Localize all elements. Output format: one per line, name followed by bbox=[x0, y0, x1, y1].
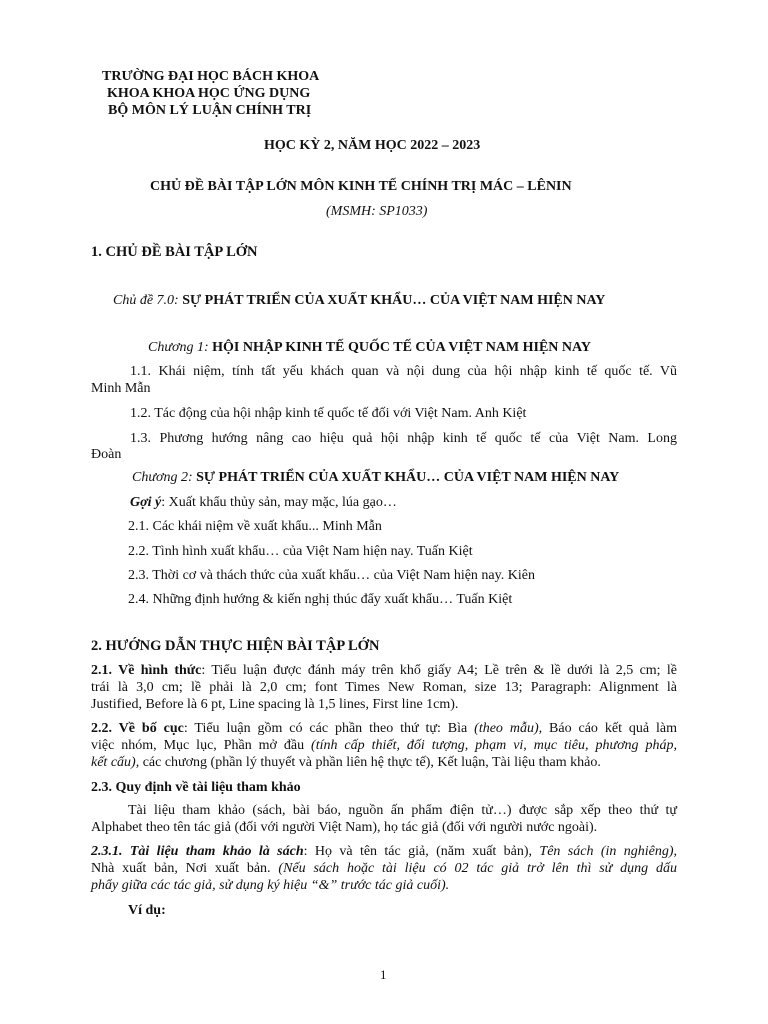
s231-line-1 bbox=[91, 843, 677, 860]
department-name: BỘ MÔN LÝ LUẬN CHÍNH TRỊ bbox=[108, 103, 312, 118]
s22-text-2a: việc nhóm, Mục lục, Phần mở đầu bbox=[91, 738, 312, 753]
s231-text-1b: Tên sách (in nghiêng) bbox=[539, 844, 674, 859]
s231-text-1c: , bbox=[673, 844, 678, 859]
s22-line-3 bbox=[91, 754, 601, 771]
s23-line-2: Alphabet theo tên tác giả (đối với người Việt Nam), họ tác giả (đối với người nước ngoài). bbox=[91, 820, 598, 835]
s231-line-3: phẩy giữa các tác giả, sử dụng ký hiệu “&” trước tác giả cuối). bbox=[91, 878, 450, 893]
s22-text-1c: Báo cáo kết quả làm bbox=[542, 721, 677, 736]
hint-label: Gợi ý bbox=[130, 495, 162, 510]
s21-label: 2.1. Về hình thức bbox=[91, 663, 202, 678]
s21-text-1: : Tiểu luận được đánh máy trên khổ giấy A4; Lề trên & lề dưới là 2,5 cm; lề bbox=[201, 663, 677, 678]
chapter-1-prefix: Chương 1: bbox=[148, 340, 209, 355]
s231-text-2b: (Nếu sách hoặc tài liệu có 02 tác giả trở lên thì sử dụng dấu bbox=[278, 861, 677, 876]
item-2-2: 2.2. Tình hình xuất khẩu… của Việt Nam hiện nay. Tuấn Kiệt bbox=[128, 544, 473, 559]
section-2-heading: 2. HƯỚNG DẪN THỰC HIỆN BÀI TẬP LỚN bbox=[91, 638, 380, 654]
s22-text-1a: : Tiểu luận gồm có các phần theo thứ tự: Bìa bbox=[183, 721, 475, 736]
topic-prefix: Chủ đề 7.0: bbox=[113, 293, 179, 308]
s231-label: 2.3.1. Tài liệu tham khảo là sách bbox=[91, 844, 304, 859]
s23-heading: 2.3. Quy định về tài liệu tham khảo bbox=[91, 780, 301, 795]
item-2-3: 2.3. Thời cơ và thách thức của xuất khẩu… của Việt Nam hiện nay. Kiên bbox=[128, 568, 535, 583]
s22-text-3b: các chương (phần lý thuyết và phần liên hệ thực tế), Kết luận, Tài liệu tham khảo. bbox=[139, 755, 601, 770]
item-1-3-line-1: 1.3. Phương hướng nâng cao hiệu quả hội nhập kinh tế quốc tế của Việt Nam. Long bbox=[130, 431, 677, 446]
item-1-1-line-2: Minh Mẫn bbox=[91, 381, 151, 396]
chapter-2-line bbox=[132, 469, 619, 486]
s22-label: 2.2. Về bố cục bbox=[91, 721, 184, 736]
item-1-1-line-1: 1.1. Khái niệm, tính tất yếu khách quan và nội dung của hội nhập kinh tế quốc tế. Vũ bbox=[130, 364, 677, 379]
s23-line-1: Tài liệu tham khảo (sách, bài báo, nguồn ấn phẩm điện tử…) được sắp xếp theo thứ tự bbox=[128, 803, 677, 818]
s22-text-3a: kết cấu), bbox=[91, 755, 140, 770]
s21-line-2: trái là 3,0 cm; lề phải là 2,0 cm; font Times New Roman, size 13; Paragraph: Alignment là bbox=[91, 680, 677, 695]
s21-line-3: Justified, Before là 6 pt, Line spacing là 1,5 lines, First line 1cm). bbox=[91, 697, 459, 712]
s231-text-1a: : Họ và tên tác giả, (năm xuất bản), bbox=[303, 844, 540, 859]
s231-text-2a: Nhà xuất bản, Nơi xuất bản. bbox=[91, 861, 279, 876]
subject-code: (MSMH: SP1033) bbox=[326, 204, 428, 219]
s21-line-1 bbox=[91, 662, 677, 679]
item-1-2: 1.2. Tác động của hội nhập kinh tế quốc tế đối với Việt Nam. Anh Kiệt bbox=[130, 406, 527, 421]
hint-text: : Xuất khẩu thủy sản, may mặc, lúa gạo… bbox=[161, 495, 397, 510]
section-1-heading: 1. CHỦ ĐỀ BÀI TẬP LỚN bbox=[91, 244, 258, 260]
s22-text-2b: (tính cấp thiết, đối tượng, phạm vi, mục tiêu, phương pháp, bbox=[311, 738, 677, 753]
s22-line-1 bbox=[91, 720, 677, 737]
page-number: 1 bbox=[380, 967, 387, 982]
item-2-1: 2.1. Các khái niệm về xuất khẩu... Minh Mẫn bbox=[128, 519, 382, 534]
s231-line-2 bbox=[91, 860, 677, 877]
s22-text-1b: (theo mẫu), bbox=[474, 721, 543, 736]
s22-line-2 bbox=[91, 737, 677, 754]
chapter-2-prefix: Chương 2: bbox=[132, 470, 193, 485]
university-name: TRƯỜNG ĐẠI HỌC BÁCH KHOA bbox=[102, 69, 320, 84]
item-2-4: 2.4. Những định hướng & kiến nghị thúc đẩy xuất khẩu… Tuấn Kiệt bbox=[128, 592, 513, 607]
semester-line: HỌC KỲ 2, NĂM HỌC 2022 – 2023 bbox=[264, 138, 481, 153]
hint-line bbox=[130, 494, 397, 511]
chapter-2-title: SỰ PHÁT TRIỂN CỦA XUẤT KHẨU… CỦA VIỆT NAM HIỆN NAY bbox=[192, 470, 620, 485]
topic-line bbox=[113, 292, 605, 309]
topic-title: SỰ PHÁT TRIỂN CỦA XUẤT KHẨU… CỦA VIỆT NAM HIỆN NAY bbox=[178, 293, 606, 308]
document-title: CHỦ ĐỀ BÀI TẬP LỚN MÔN KINH TẾ CHÍNH TRỊ MÁC – LÊNIN bbox=[150, 179, 572, 194]
item-1-3-line-2: Đoàn bbox=[91, 447, 122, 462]
example-label: Ví dụ: bbox=[128, 903, 166, 918]
chapter-1-line bbox=[148, 339, 591, 356]
chapter-1-title: HỘI NHẬP KINH TẾ QUỐC TẾ CỦA VIỆT NAM HIỆN NAY bbox=[208, 340, 591, 355]
faculty-name: KHOA KHOA HỌC ỨNG DỤNG bbox=[107, 86, 311, 101]
